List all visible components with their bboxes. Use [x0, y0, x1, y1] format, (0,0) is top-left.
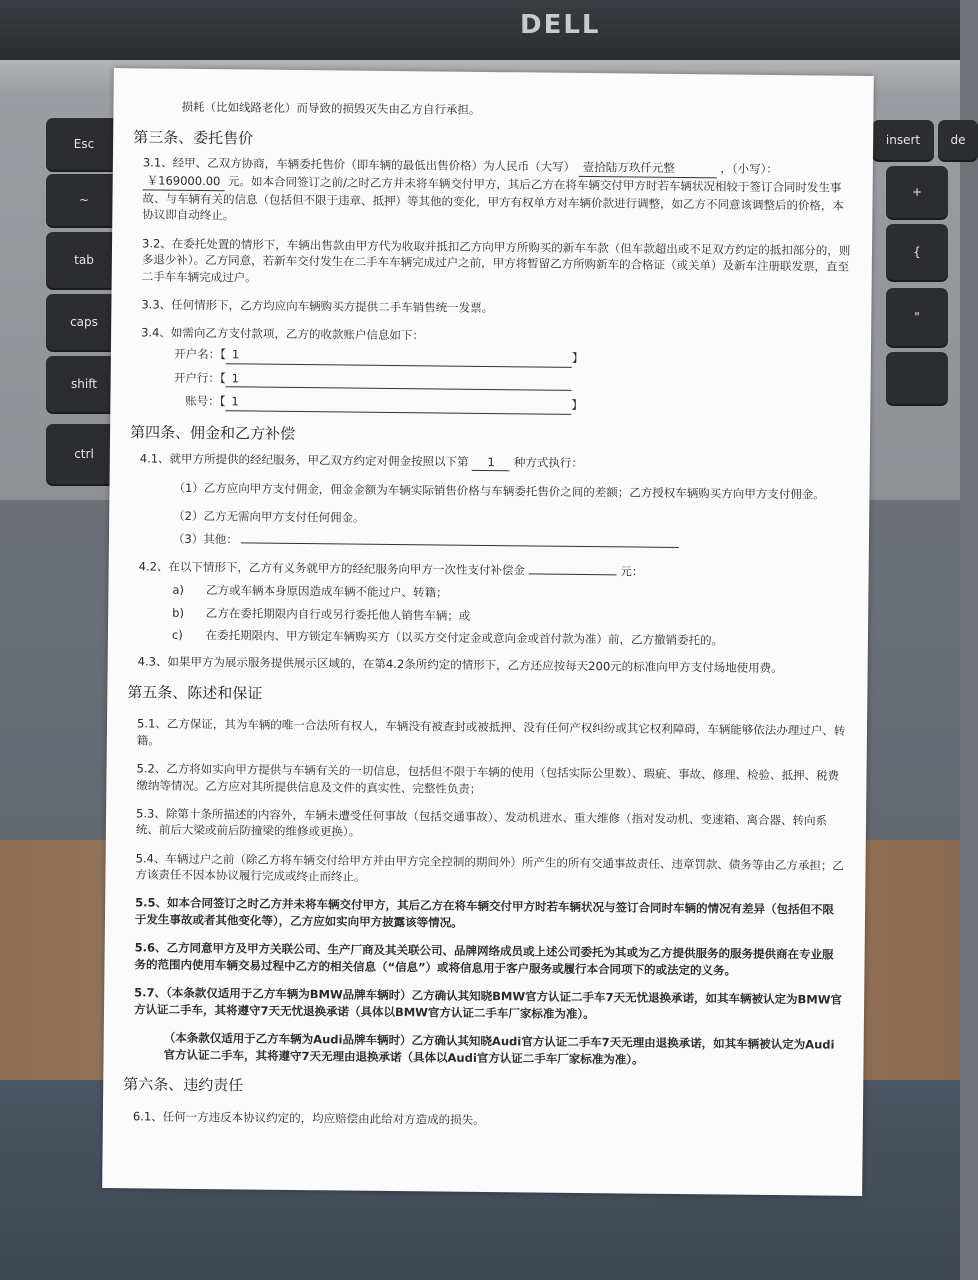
clause-4-1 [130, 450, 850, 475]
clause-6-1: 6.1、任何一方违反本协议约定的，均应赔偿由此给对方造成的损失。 [132, 1108, 485, 1127]
bracket-close: 】 [571, 350, 584, 365]
key-ctrl: ctrl [46, 424, 122, 484]
key-quote: " [886, 288, 948, 346]
clause-4-1-text-end: 种方式执行： [513, 454, 583, 470]
clause-3-4: 3.4、如需向乙方支付款项，乙方的收款账户信息如下： [141, 325, 424, 343]
section-4-title: 第四条、佣金和乙方补偿 [129, 423, 296, 443]
clause-3-1-small-label: ，（小写）： [720, 161, 779, 177]
continued-line: 损耗（比如线路老化）而导致的损毁灭失由乙方自行承担。 [181, 99, 481, 117]
key-plus: + [886, 166, 948, 218]
key-shift: shift [46, 356, 122, 412]
clause-4-2-a [128, 581, 848, 605]
key-delete: de [938, 120, 978, 160]
compensation-blank [529, 574, 617, 576]
bracket-close: 】 [571, 398, 583, 413]
clause-4-2-end: 元： [620, 564, 644, 580]
item-text: 乙方或车辆本身原因造成车辆不能过户、转籍； [206, 583, 448, 600]
clause-3-1-text: 3.1、经甲、乙双方协商，车辆委托售价（即车辆的最低出售价格）为人民币（大写） [142, 155, 576, 175]
account-bank-row [131, 369, 851, 394]
item-marker: a) [172, 582, 185, 597]
option-3-label: （3）其他： [172, 531, 238, 547]
clause-3-2: 3.2、在委托处置的情形下，车辆出售款由甲方代为收取并抵扣乙方向甲方所购买的新车车款（但车款超出或不足双方约定的抵扣部分的，则多退少补）。乙方同意，若新车交付发生在二手车车辆完成过户之前，甲方将暂留乙方所购新车的合格证（或关单）及新车注册联发票，直至二手车车辆完成过户。 [141, 235, 851, 285]
clause-5-5: 5.5、如本合同签订之时乙方并未将车辆交付甲方，其后乙方在将车辆交付甲方时若车辆状况与签订合同时车辆的情况有差异（包括但不限于发生事故或者其他变化等），乙方应如实向甲方披露该等情况。 [134, 895, 835, 930]
laptop-lid [0, 0, 960, 60]
option-2: （2）乙方无需向甲方支付任何佣金。 [173, 508, 365, 525]
option-3 [129, 530, 849, 554]
section-3-title: 第三条、委托售价 [133, 127, 254, 148]
clause-4-1-text: 4.1、就甲方所提供的经纪服务，甲乙双方约定对佣金按照以下第 [139, 451, 469, 469]
clause-4-3: 4.3、如果甲方为展示服务提供展示区域的，在第4.2条所约定的情形下，乙方还应按每天200元的标准向甲方支付场地使用费。 [137, 654, 783, 676]
clause-4-2 [129, 559, 849, 583]
clause-5-3: 5.3、除第十条所描述的内容外，车辆未遭受任何事故（包括交通事故）、发动机进水、重大维修（指对发动机、变速箱、离合器、转向系统、前后大梁或前后防撞梁的维修或更换）。 [135, 806, 828, 840]
item-text: 乙方在委托期限内自行或另行委托他人销售车辆；或 [205, 605, 471, 623]
key-caps: caps [46, 294, 122, 350]
account-name-label: 开户名：【 [174, 346, 226, 362]
amount-in-words: 壹拾陆万玖仟元整 [579, 159, 717, 178]
clause-5-4: 5.4、车辆过户之前（除乙方将车辆交付给甲方并由甲方完全控制的期间外）所产生的所有交通事故责任、违章罚款、债务等由乙方承担；乙方该责任不因本协议履行完成或终止而终止。 [135, 850, 844, 884]
key-bracket: { [886, 224, 948, 280]
clause-3-3: 3.3、任何情形下，乙方均应向车辆购买方提供二手车销售统一发票。 [141, 297, 494, 316]
section-6-title: 第六条、违约责任 [123, 1075, 244, 1095]
key-esc: Esc [46, 118, 122, 170]
clause-5-7-bmw: 5.7、（本条款仅适用于乙方车辆为BMW品牌车辆时）乙方确认其知晓BMW官方认证二手车7天无忧退换承诺，如其车辆被认定为BMW官方认证二手车，其将遵守7天无忧退换承诺（具体以BMW官方认证二手车厂家标准为准）。 [133, 985, 843, 1021]
item-marker: b) [172, 605, 185, 620]
account-bank-value: 1 [226, 370, 572, 391]
account-bank-label: 开户行：【 [173, 370, 226, 385]
option-3-blank [241, 542, 679, 548]
clause-4-2-b [128, 604, 848, 628]
item-marker: c) [171, 628, 183, 643]
clause-3-1-rest: 元。如本合同签订之前/之时乙方并未将车辆交付甲方，其后乙方在将车辆交付甲方时若车辆状况相较于签订合同时发生事故、与车辆有关的信息（包括但不限于违章、抵押）等其他的变化，甲方有权单方对车辆价款进行调整，如乙方不同意该调整后的价格，本协议即自动终止。 [142, 174, 845, 223]
clause-4-2-c [128, 627, 848, 651]
clause-5-6: 5.6、乙方同意甲方及甲方关联公司、生产厂商及其关联公司、品牌网络成员或上述公司委托为其或为乙方提供服务的服务提供商在专业服务的范围内使用车辆交易过程中乙方的相关信息（“信息”）或将信息用于客户服务或履行本合同项下的或法定的义务。 [134, 940, 834, 978]
clause-4-2-text: 4.2、在以下情形下，乙方有义务就甲方的经纪服务向甲方一次性支付补偿金 [138, 559, 526, 578]
account-name-value: 1 [226, 346, 572, 367]
account-number-row [130, 393, 850, 418]
contract-content [123, 98, 854, 1138]
section-5-title: 第五条、陈述和保证 [127, 683, 263, 703]
key-tab: tab [46, 232, 122, 288]
key-misc [886, 352, 948, 404]
option-1: （1）乙方应向甲方支付佣金，佣金金额为车辆实际销售价格与车辆委托售价之间的差额；乙方授权车辆购买方向甲方支付佣金。 [173, 480, 825, 502]
key-tilde: ~ [46, 174, 122, 226]
contract-page [102, 68, 874, 1196]
clause-5-1: 5.1、乙方保证，其为车辆的唯一合法所有权人，车辆没有被查封或被抵押、没有任何产权纠纷或其它权利障碍，车辆能够依法办理过户、转籍。 [136, 716, 846, 748]
dell-logo: DELL [520, 10, 601, 40]
commission-option-choice: 1 [472, 454, 510, 472]
account-number-label: 账号：【 [185, 394, 226, 409]
key-insert: insert [872, 120, 934, 160]
account-number-value: 1 [225, 394, 571, 415]
amount-in-figures: ￥169000.00 [143, 172, 225, 191]
item-text: 在委托期限内、甲方锁定车辆购买方（以买方交付定金或意向金或首付款为准）前，乙方撤销委托的。 [205, 628, 724, 648]
clause-5-7-audi: （本条款仅适用于乙方车辆为Audi品牌车辆时）乙方确认其知晓Audi官方认证二手车7天无理由退换承诺，如其车辆被认定为Audi官方认证二手车，其将遵守7天无理由退换承诺（具体以Audi官方认证二手车厂家标准为准）。 [163, 1030, 835, 1067]
clause-3-1 [132, 155, 853, 231]
clause-5-2: 5.2、乙方将如实向甲方提供与车辆有关的一切信息，包括但不限于车辆的使用（包括实际公里数）、瑕疵、事故、修理、检验、抵押、税费缴纳等情况。乙方应对其所提供信息及文件的真实性、完整性负责； [136, 761, 840, 796]
account-name-row [131, 345, 851, 370]
